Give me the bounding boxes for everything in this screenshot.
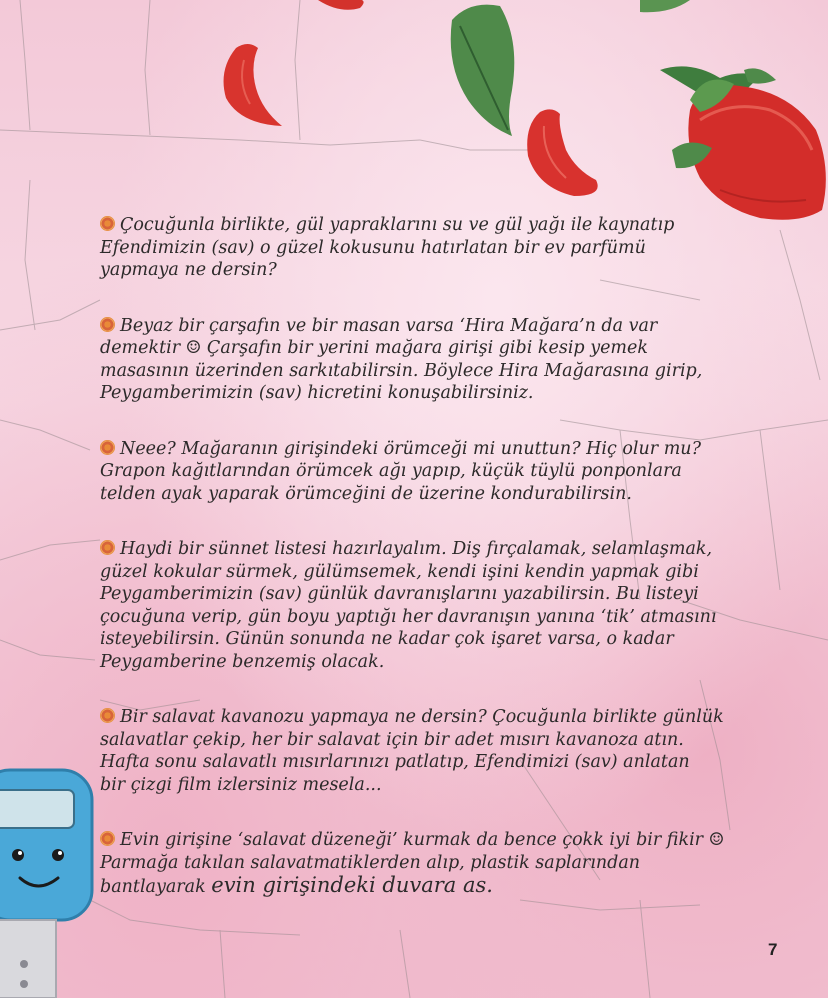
paragraph-line-start: bantlayarak bbox=[100, 877, 212, 897]
paragraph-line: yapmaya ne dersin? bbox=[100, 260, 277, 280]
rose-petal-decoration bbox=[224, 44, 282, 126]
activity-paragraph bbox=[100, 315, 800, 405]
paragraph-line: telden ayak yaparak örümceğini de üzerine kondurabilirsin. bbox=[100, 483, 632, 504]
rose-leaf-decoration bbox=[451, 5, 515, 136]
rose-petal-decoration bbox=[318, 0, 364, 10]
paragraph-line: Peygamberimizin (sav) hicretini konuşabilirsiniz. bbox=[100, 383, 534, 403]
rose-petal-decoration bbox=[527, 109, 597, 196]
orange-flower-bullet-icon bbox=[100, 440, 115, 455]
paragraph-line: Parmağa takılan salavatmatiklerden alıp, plastik saplarından bbox=[100, 852, 641, 873]
activity-paragraph bbox=[100, 438, 800, 506]
paragraph-line: bir çizgi film izlersiniz mesela... bbox=[100, 774, 382, 795]
paragraph-line: Efendimizin (sav) o güzel kokusunu hatırlatan bir ev parfümü bbox=[100, 237, 646, 258]
paragraph-line: Bir salavat kavanozu yapmaya ne dersin? Çocuğunla birlikte günlük bbox=[120, 707, 724, 727]
paragraph-line-emphasis: evin girişindeki duvara as. bbox=[211, 873, 493, 897]
orange-flower-bullet-icon bbox=[100, 317, 115, 332]
paragraph-line: Beyaz bir çarşafın ve bir masan varsa ‘Hira Mağara’n da var bbox=[120, 315, 658, 336]
paragraph-line: güzel kokular sürmek, gülümsemek, kendi işini kendin yapmak gibi bbox=[100, 561, 699, 582]
paragraph-line: masasının üzerinden sarkıtabilirsin. Böylece Hira Mağarasına girip, bbox=[100, 360, 703, 381]
activity-paragraph bbox=[100, 829, 800, 899]
page-number: 7 bbox=[768, 940, 778, 959]
orange-flower-bullet-icon bbox=[100, 708, 115, 723]
activity-paragraph bbox=[100, 538, 800, 673]
tasbih-counter-character bbox=[0, 770, 92, 998]
orange-flower-bullet-icon bbox=[100, 540, 115, 555]
paragraph-line: çocuğuna verip, gün boyu yaptığı her davranışın yanına ‘tik’ atmasını bbox=[100, 606, 717, 627]
rose-bud-illustration bbox=[660, 66, 826, 219]
paragraph-line: Grapon kağıtlarından örümcek ağı yapıp, küçük tüylü ponponlara bbox=[100, 461, 682, 481]
paragraph-line: Peygamberimizin (sav) günlük davranışlarını yazabilirsin. Bu listeyi bbox=[100, 584, 699, 604]
paragraph-line: Haydi bir sünnet listesi hazırlayalım. Diş fırçalamak, selamlaşmak, bbox=[120, 539, 713, 559]
orange-flower-bullet-icon bbox=[100, 831, 115, 846]
orange-flower-bullet-icon bbox=[100, 216, 115, 231]
activity-paragraph bbox=[100, 706, 800, 796]
rose-leaf-decoration bbox=[640, 0, 690, 12]
paragraph-line: Neee? Mağaranın girişindeki örümceği mi unuttun? Hiç olur mu? bbox=[120, 438, 701, 459]
paragraph-line: Çocuğunla birlikte, gül yapraklarını su ve gül yağı ile kaynatıp bbox=[120, 215, 675, 235]
activity-list bbox=[100, 214, 800, 932]
paragraph-line: Hafta sonu salavatlı mısırlarınızı patlatıp, Efendimizi (sav) anlatan bbox=[100, 752, 690, 772]
activity-paragraph bbox=[100, 214, 800, 282]
paragraph-line: salavatlar çekip, her bir salavat için bir adet mısırı kavanoza atın. bbox=[100, 729, 684, 750]
paragraph-line: demektir ☺ Çarşafın bir yerini mağara girişi gibi kesip yemek bbox=[100, 338, 648, 358]
paragraph-line: Peygamberine benzemiş olacak. bbox=[100, 651, 385, 672]
paragraph-line: Evin girişine ‘salavat düzeneği’ kurmak da bence çokk iyi bir fikir ☺ bbox=[120, 830, 725, 850]
paragraph-line: isteyebilirsin. Günün sonunda ne kadar çok işaret varsa, o kadar bbox=[100, 629, 674, 649]
